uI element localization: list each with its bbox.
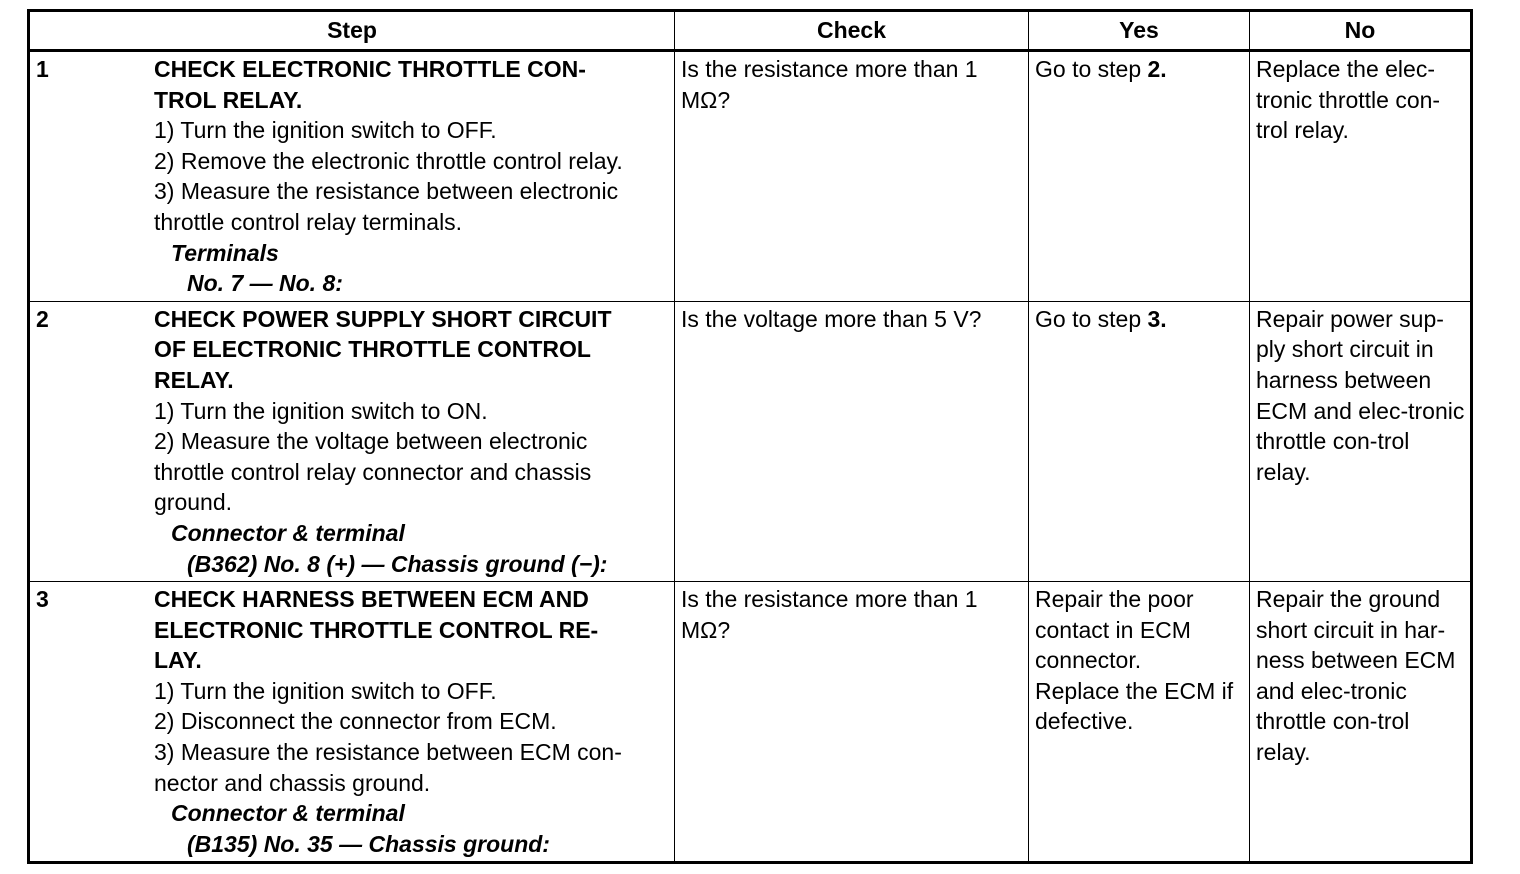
spec-value: (B362) No. 8 (+) — Chassis ground (−): — [187, 550, 608, 577]
yes-cell — [1029, 301, 1250, 581]
yes-step-ref: 2. — [1147, 56, 1167, 82]
step-instruction: ground. — [154, 489, 233, 516]
spec-value: No. 7 — No. 8: — [187, 270, 343, 297]
yes-text: Go to step — [1035, 305, 1148, 332]
step-title-line: CHECK ELECTRONIC THROTTLE CON- — [154, 56, 586, 82]
diagnostic-table — [27, 9, 1473, 864]
header-no: No — [1250, 11, 1472, 51]
step-instruction: 2) Remove the electronic throttle control relay. — [154, 147, 623, 174]
check-cell: Is the resistance more than 1 MΩ? — [675, 582, 1029, 863]
table-row — [29, 51, 1472, 302]
yes-cell — [1029, 51, 1250, 302]
step-title-line: LAY. — [154, 647, 202, 674]
header-row — [29, 11, 1472, 51]
yes-text: Go to step — [1035, 56, 1148, 82]
step-instruction: 3) Measure the resistance between electronic — [154, 178, 619, 205]
step-number: 1 — [36, 56, 49, 82]
step-instruction: 1) Turn the ignition switch to ON. — [154, 397, 488, 424]
header-yes: Yes — [1029, 11, 1250, 51]
spec-label: Connector & terminal — [171, 519, 405, 546]
check-cell: Is the resistance more than 1 MΩ? — [675, 51, 1029, 302]
step-instruction: 2) Disconnect the connector from ECM. — [154, 708, 557, 735]
step-instruction: throttle control relay connector and chassis — [154, 458, 592, 485]
spec-value: (B135) No. 35 — Chassis ground: — [187, 830, 550, 857]
table-row — [29, 582, 1472, 863]
no-cell: Replace the elec-tronic throttle con-trol relay. — [1250, 51, 1472, 302]
check-cell: Is the voltage more than 5 V? — [675, 301, 1029, 581]
step-instruction: 1) Turn the ignition switch to OFF. — [154, 117, 497, 144]
step-title-line: CHECK POWER SUPPLY SHORT CIRCUIT — [154, 305, 612, 332]
step-instruction: 1) Turn the ignition switch to OFF. — [154, 677, 497, 704]
step-instruction: 2) Measure the voltage between electronic — [154, 428, 588, 455]
step-title-line: TROL RELAY. — [154, 86, 303, 113]
step-title-line: RELAY. — [154, 366, 234, 393]
spec-label: Connector & terminal — [171, 800, 405, 827]
yes-step-ref: 3. — [1147, 305, 1167, 332]
header-step: Step — [29, 11, 675, 51]
yes-text: Replace the ECM if defective. — [1035, 677, 1234, 735]
yes-text: Repair the poor contact in ECM connector. — [1035, 586, 1194, 674]
step-number: 2 — [36, 305, 49, 332]
step-number: 3 — [36, 586, 49, 613]
step-title-line: ELECTRONIC THROTTLE CONTROL RE- — [154, 616, 599, 643]
step-title-line: CHECK HARNESS BETWEEN ECM AND — [154, 586, 589, 613]
step-cell — [29, 582, 675, 863]
step-instruction: throttle control relay terminals. — [154, 208, 463, 235]
table-row — [29, 301, 1472, 581]
no-cell: Repair power sup-ply short circuit in harness between ECM and elec-tronic throttle con-trol relay. — [1250, 301, 1472, 581]
header-check: Check — [675, 11, 1029, 51]
step-instruction: 3) Measure the resistance between ECM con- — [154, 739, 622, 766]
step-instruction: nector and chassis ground. — [154, 769, 431, 796]
yes-cell — [1029, 582, 1250, 863]
spec-label: Terminals — [171, 239, 279, 266]
no-cell: Repair the ground short circuit in har-ness between ECM and elec-tronic throttle con-trol relay. — [1250, 582, 1472, 863]
step-cell — [29, 301, 675, 581]
step-cell — [29, 51, 675, 302]
step-title-line: OF ELECTRONIC THROTTLE CONTROL — [154, 336, 591, 363]
